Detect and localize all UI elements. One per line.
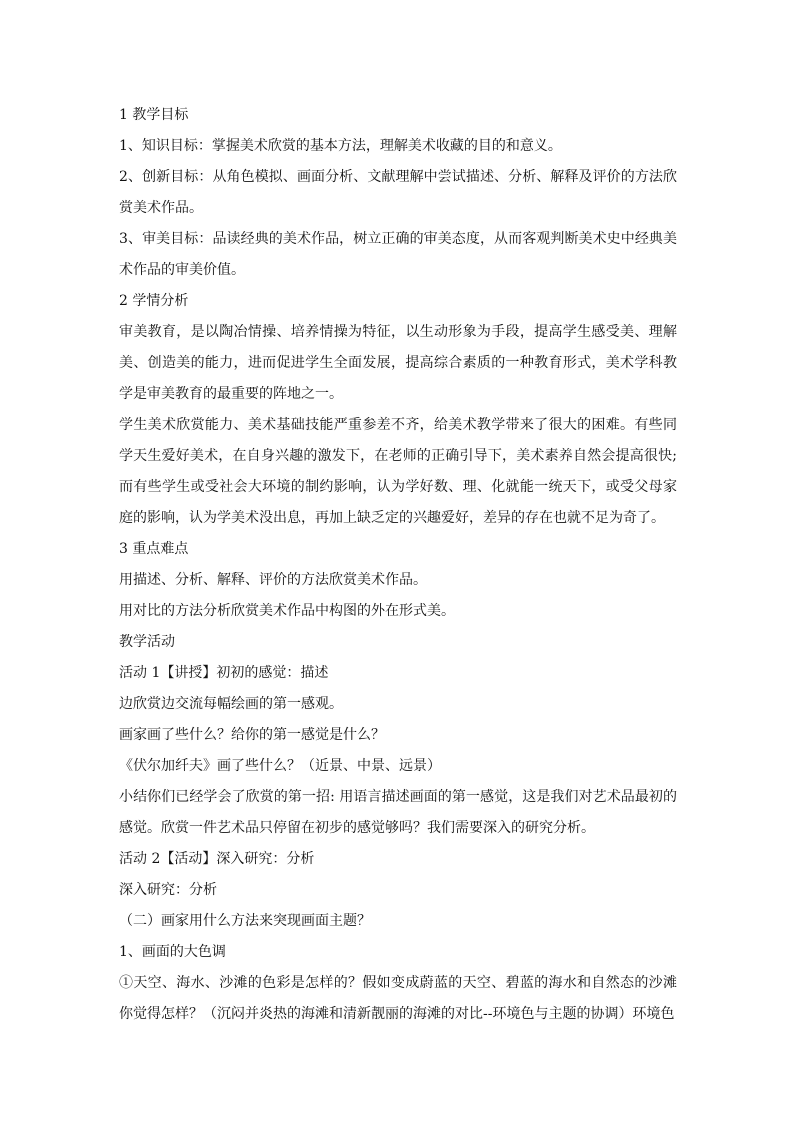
paragraph-innovation-goal: 2、创新目标：从角色模拟、画面分析、文献理解中尝试描述、分析、解释及评价的方法欣赏美术作品。 xyxy=(119,169,677,216)
activity-2-heading: 活动 2【活动】深入研究：分析 xyxy=(119,851,315,867)
paragraph-tone-heading: 1、画面的大色调 xyxy=(119,944,226,960)
section-heading-key-points: 3 重点难点 xyxy=(119,541,189,557)
activity-1-heading: 活动 1【讲授】初初的感觉：描述 xyxy=(119,665,329,681)
paragraph-activity-1-a: 边欣赏边交流每幅绘画的第一感观。 xyxy=(119,696,343,712)
paragraph-activity-2-question: （二）画家用什么方法来突现画面主题？ xyxy=(119,913,371,929)
paragraph-key-point-2: 用对比的方法分析欣赏美术作品中构图的外在形式美。 xyxy=(119,603,455,619)
section-heading-learner-analysis: 2 学情分析 xyxy=(119,293,189,309)
paragraph-aesthetic-goal: 3、审美目标：品读经典的美术作品，树立正确的审美态度，从而客观判断美术史中经典美术作品的审美价值。 xyxy=(119,231,677,278)
paragraph-knowledge-goal: 1、知识目标：掌握美术欣赏的基本方法，理解美术收藏的目的和意义。 xyxy=(119,138,562,154)
section-heading-teaching-activities: 教学活动 xyxy=(119,634,175,650)
section-heading-teaching-goals: 1 教学目标 xyxy=(119,107,189,123)
paragraph-student-ability: 学生美术欣赏能力、美术基础技能严重参差不齐，给美术教学带来了很大的困难。有些同学天生爱好美术，在自身兴趣的激发下，在老师的正确引导下，美术素养自然会提高很快;而有些学生或受社会大环境的制约影响，认为学好数、理、化就能一统天下，或受父母家庭的影响，认为学美术没出息，再加上缺乏定的兴趣爱好，差异的存在也就不足为奇了。 xyxy=(119,417,677,526)
paragraph-activity-1-c: 《伏尔加纤夫》画了些什么？（近景、中景、远景） xyxy=(119,758,441,774)
paragraph-aesthetic-education: 审美教育，是以陶冶情操、培养情操为特征，以生动形象为手段，提高学生感受美、理解美、创造美的能力，进而促进学生全面发展，提高综合素质的一种教育形式，美术学科教学是审美教育的最重要的阵地之一。 xyxy=(119,324,677,402)
paragraph-activity-1-summary: 小结你们已经学会了欣赏的第一招: 用语言描述画面的第一感觉，这是我们对艺术品最初的感觉。欣赏一件艺术品只停留在初步的感觉够吗？我们需要深入的研究分析。 xyxy=(119,789,677,836)
paragraph-activity-1-b: 画家画了些什么？给你的第一感觉是什么？ xyxy=(119,727,385,743)
paragraph-activity-2-a: 深入研究：分析 xyxy=(119,882,217,898)
paragraph-tone-question: ①天空、海水、沙滩的色彩是怎样的？假如变成蔚蓝的天空、碧蓝的海水和自然态的沙滩你觉得怎样？（沉闷并炎热的海滩和清新靓丽的海滩的对比--环境色与主题的协调）环境色 xyxy=(119,975,677,1022)
document-body xyxy=(119,100,677,1030)
paragraph-key-point-1: 用描述、分析、解释、评价的方法欣赏美术作品。 xyxy=(119,572,427,588)
